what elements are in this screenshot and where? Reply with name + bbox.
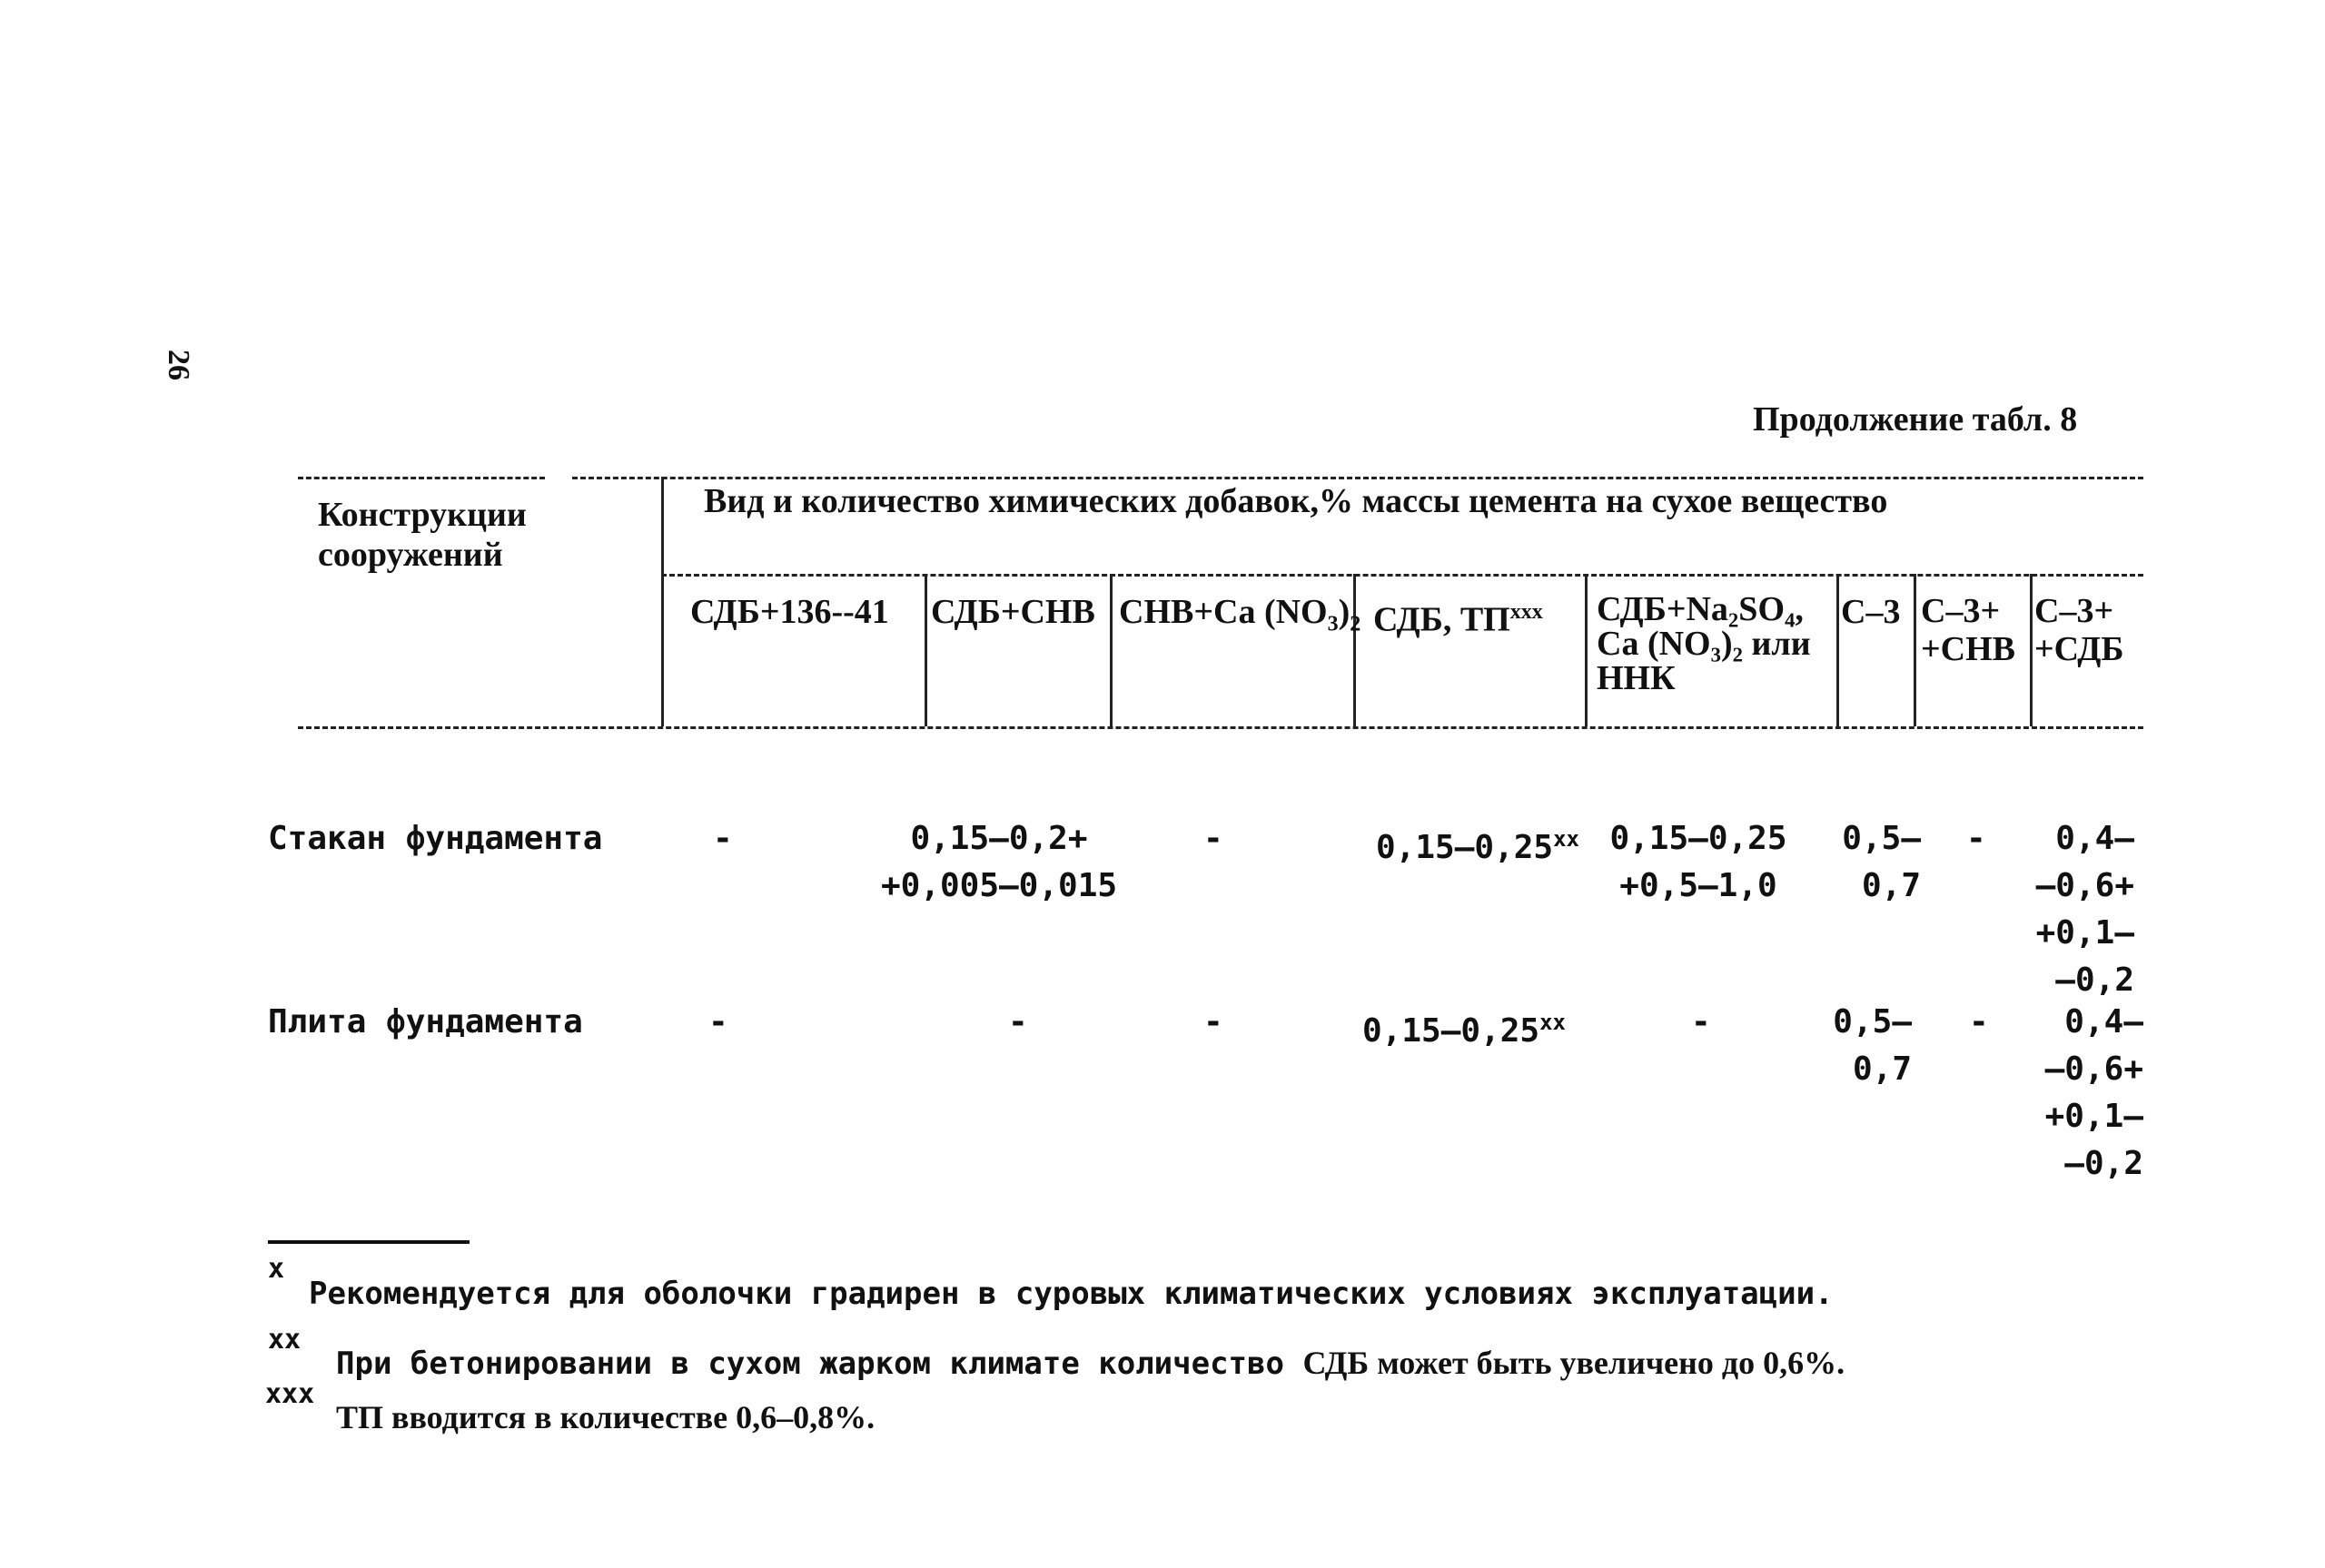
row-1-cell-4 — [1376, 815, 1579, 872]
vline-7 — [2030, 574, 2033, 726]
row-header-line-2: сооружений — [318, 536, 503, 574]
col-header-5-line-1: СДБ+Na₂SO₄, — [1597, 590, 1804, 628]
footnote-1-mark: x — [268, 1253, 285, 1285]
row-1-cell-6-line-1: 0,5– — [1842, 820, 1921, 857]
row-1-cell-6-line-2: 0,7 — [1861, 867, 1921, 904]
col-header-2: СДБ+СНВ — [931, 593, 1095, 631]
vline-6 — [1914, 574, 1916, 726]
row-2-cell-8 — [2007, 999, 2143, 1188]
row-2-cell-8-line-2: –0,6+ — [2044, 1050, 2143, 1088]
footnote-2-text-b: СДБ может быть увеличено до 0,6%. — [1302, 1345, 1845, 1381]
footnote-2-mark: xx — [268, 1324, 302, 1356]
col-header-7 — [1921, 592, 2015, 668]
row-1-cell-3: - — [1203, 820, 1223, 857]
row-1-cell-5 — [1608, 815, 1789, 910]
header-bottom-rule — [298, 726, 2143, 729]
row-header-line-1: Конструкции — [318, 496, 527, 534]
row-2-cell-4-sup: xx — [1539, 1010, 1566, 1035]
row-2-cell-6-line-1: 0,5– — [1833, 1003, 1912, 1040]
row-1-cell-6 — [1830, 815, 1921, 910]
table-caption: Продолжение табл. 8 — [1753, 400, 2078, 439]
col-header-4-sup: xxx — [1509, 600, 1543, 624]
table-top-rule-left — [298, 477, 545, 479]
row-2-cell-4 — [1362, 999, 1566, 1055]
row-1-cell-4-sup: xx — [1553, 826, 1579, 852]
col-header-4 — [1373, 592, 1543, 640]
row-1-cell-8-line-3: +0,1– — [2035, 914, 2134, 952]
row-2-cell-6 — [1821, 999, 1912, 1093]
footnote-3-text: ТП вводится в количестве 0,6–0,8%. — [336, 1399, 876, 1435]
row-2-cell-8-line-4: –0,2 — [2064, 1145, 2143, 1182]
row-1-cell-8 — [2007, 815, 2134, 1004]
row-1-cell-8-line-4: –0,2 — [2055, 962, 2134, 999]
col-header-8-line-2: +СДБ — [2034, 630, 2124, 668]
row-1-cell-2-line-1: 0,15–0,2+ — [910, 820, 1088, 857]
group-header: Вид и количество химических добавок,% массы цемента на сухое вещество — [704, 482, 1888, 520]
vline-0 — [661, 477, 664, 726]
row-1-cell-5-line-1: 0,15–0,25 — [1609, 820, 1787, 857]
vline-5 — [1836, 574, 1839, 726]
row-2-cell-4-value: 0,15–0,25 — [1362, 1012, 1540, 1050]
col-header-8-line-1: С–3+ — [2034, 592, 2114, 630]
footnote-2-text-a: При бетонировании в сухом жарком климате количество — [336, 1346, 1303, 1382]
row-1-cell-2-line-2: +0,005–0,015 — [880, 867, 1118, 904]
col-header-5 — [1597, 592, 1811, 695]
col-header-7-line-2: +СНВ — [1921, 630, 2015, 668]
col-header-3-sub: 3 — [1327, 612, 1339, 636]
row-2-cell-8-line-1: 0,4– — [2064, 1003, 2143, 1040]
row-1-cell-1: - — [713, 820, 733, 857]
row-1-cell-4-value: 0,15–0,25 — [1376, 829, 1554, 866]
row-2-cell-1: - — [708, 1003, 728, 1040]
row-1-cell-7: - — [1966, 820, 1986, 857]
col-header-7-line-1: С–3+ — [1921, 592, 2001, 630]
row-2-cell-8-line-3: +0,1– — [2044, 1098, 2143, 1135]
row-2-name: Плита фундамента — [268, 1003, 583, 1040]
row-2-cell-2: - — [1008, 1003, 1028, 1040]
col-header-8 — [2034, 592, 2123, 668]
row-header — [318, 495, 527, 575]
group-header-rule — [661, 574, 2143, 577]
vline-1 — [925, 574, 927, 726]
col-header-3-tail-sub: 2 — [1350, 612, 1361, 636]
row-1-cell-8-line-2: –0,6+ — [2035, 867, 2134, 904]
col-header-3-tail: ) — [1338, 593, 1350, 631]
footnote-separator — [268, 1240, 470, 1244]
row-1-name: Стакан фундамента — [268, 820, 603, 857]
row-2-cell-3: - — [1203, 1003, 1223, 1040]
row-1-cell-2 — [863, 815, 1135, 910]
col-header-3-main: СНВ+Са (NO — [1119, 593, 1328, 631]
col-header-5-line-3: ННК — [1597, 659, 1676, 697]
table-top-rule-right — [572, 477, 2143, 479]
footnote-1-text: Рекомендуется для оболочки градирен в суровых климатических условиях эксплуатации. — [309, 1276, 1834, 1312]
vline-4 — [1585, 574, 1588, 726]
col-header-4-main: СДБ, ТП — [1373, 600, 1510, 639]
row-2-cell-5: - — [1691, 1003, 1711, 1040]
row-1-cell-8-line-1: 0,4– — [2055, 820, 2134, 857]
page-number: 26 — [162, 350, 195, 380]
footnote-2-text — [336, 1344, 1845, 1382]
footnote-3-mark: xxx — [265, 1378, 315, 1410]
col-header-3 — [1119, 592, 1360, 645]
col-header-6: С–3 — [1841, 593, 1901, 631]
row-2-cell-7: - — [1969, 1003, 1989, 1040]
row-1-cell-5-line-2: +0,5–1,0 — [1619, 867, 1777, 904]
col-header-5-line-2: Ca (NO₃)₂ или — [1597, 625, 1811, 663]
row-2-cell-6-line-2: 0,7 — [1852, 1050, 1912, 1088]
vline-2 — [1110, 574, 1113, 726]
col-header-1: СДБ+136--41 — [690, 593, 889, 631]
